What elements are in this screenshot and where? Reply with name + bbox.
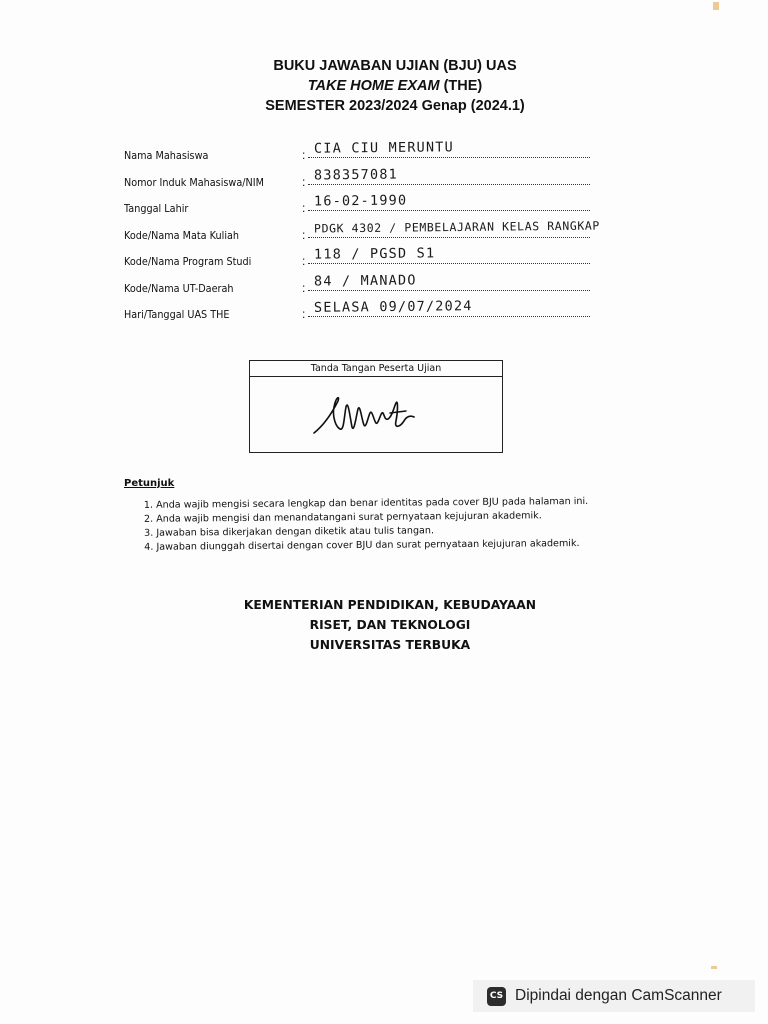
field-colon: : — [302, 280, 306, 295]
signature-box — [249, 360, 503, 453]
handwritten-value: 84 / MANADO — [313, 271, 417, 290]
identity-row-hari-tanggal — [124, 298, 604, 330]
field-label: Nomor Induk Mahasiswa/NIM — [124, 176, 264, 189]
field-label: Tanggal Lahir — [124, 203, 189, 215]
field-colon: : — [302, 174, 306, 189]
instruction-item: 2. Anda wajib mengisi dan menandatangani surat pernyataan kejujuran akademik. — [156, 509, 604, 527]
camscanner-logo-icon: CS — [487, 987, 506, 1006]
dotted-line — [308, 157, 590, 158]
field-colon: : — [302, 307, 306, 321]
instruction-item: 3. Jawaban bisa dikerjakan dengan diketik atau tulis tangan. — [156, 523, 604, 541]
handwritten-value: SELASA 09/07/2024 — [313, 298, 473, 316]
camscanner-watermark — [473, 980, 755, 1012]
handwritten-value: 16-02-1990 — [313, 192, 408, 210]
instructions-list — [124, 495, 604, 555]
dotted-line — [308, 184, 590, 185]
field-colon: : — [302, 254, 306, 268]
instructions-section — [124, 478, 604, 555]
document-header — [180, 56, 610, 116]
field-label: Nama Mahasiswa — [124, 150, 209, 162]
dotted-line — [308, 263, 590, 264]
header-subtitle-rest: (THE) — [439, 78, 483, 94]
footer-university: UNIVERSITAS TERBUKA — [309, 638, 471, 652]
dotted-line — [308, 237, 590, 238]
dotted-line — [308, 210, 590, 211]
footer-ministry-cont: RISET, DAN TEKNOLOGI — [309, 618, 471, 632]
handwritten-signature — [310, 387, 430, 443]
institution-footer — [210, 595, 570, 655]
field-colon: : — [302, 201, 306, 215]
field-label: Kode/Nama Mata Kuliah — [124, 229, 240, 242]
identity-form — [124, 139, 604, 330]
dotted-line — [308, 316, 590, 317]
scan-corner-mark — [711, 966, 717, 969]
handwritten-value: PDGK 4302 / PEMBELAJARAN KELAS RANGKAP — [313, 218, 600, 235]
scan-corner-mark — [713, 2, 719, 10]
header-semester: SEMESTER 2023/2024 Genap (2024.1) — [265, 98, 525, 114]
field-label: Kode/Nama Program Studi — [124, 256, 252, 268]
handwritten-value: CIA CIU MERUNTU — [313, 139, 455, 157]
header-title: BUKU JAWABAN UJIAN (BJU) UAS — [273, 58, 517, 74]
watermark-text: Dipindai dengan CamScanner — [515, 987, 722, 1004]
field-colon: : — [302, 148, 306, 162]
field-colon: : — [302, 227, 306, 242]
handwritten-value: 118 / PGSD S1 — [313, 245, 436, 263]
header-subtitle — [180, 76, 610, 96]
dotted-line — [308, 290, 590, 291]
signature-box-title: Tanda Tangan Peserta Ujian — [250, 361, 502, 377]
header-subtitle-italic: TAKE HOME EXAM — [307, 78, 440, 94]
handwritten-value: 838357081 — [313, 166, 399, 183]
instruction-item: 4. Jawaban diunggah disertai dengan cover BJU dan surat pernyataan kejujuran akademik. — [156, 537, 604, 555]
footer-ministry: KEMENTERIAN PENDIDIKAN, KEBUDAYAAN — [243, 598, 537, 612]
field-label: Kode/Nama UT-Daerah — [124, 282, 234, 295]
field-label: Hari/Tanggal UAS THE — [124, 309, 230, 321]
instruction-item: 1. Anda wajib mengisi secara lengkap dan benar identitas pada cover BJU pada halaman ini. — [156, 495, 604, 513]
instructions-title: Petunjuk — [124, 478, 175, 489]
